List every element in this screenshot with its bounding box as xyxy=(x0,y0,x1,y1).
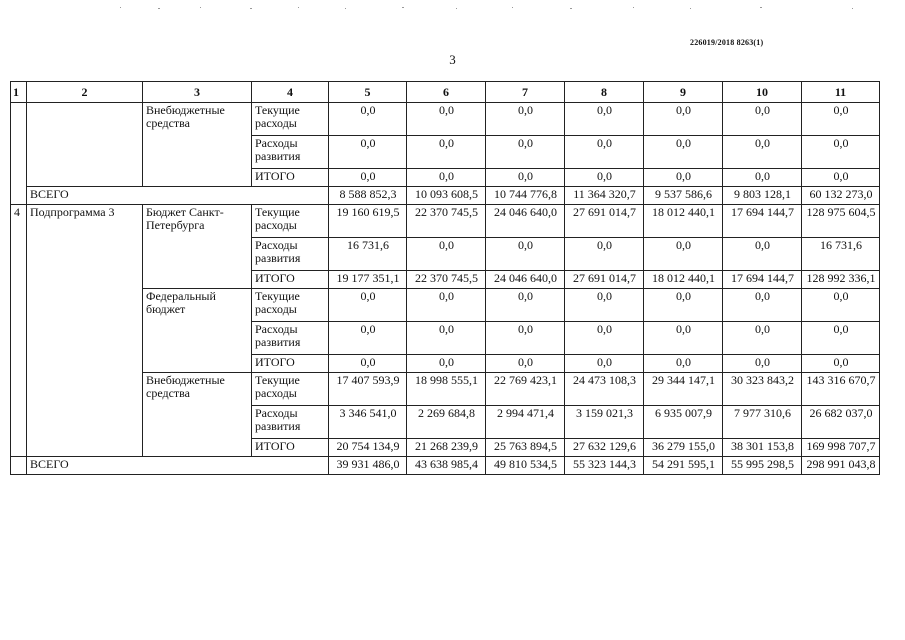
cell: 0,0 xyxy=(329,103,407,136)
cell: 16 731,6 xyxy=(802,238,880,271)
cell: 0,0 xyxy=(407,355,486,373)
cell: 3 346 541,0 xyxy=(329,406,407,439)
col-header: 3 xyxy=(143,82,252,103)
cell: 0,0 xyxy=(486,289,565,322)
cell: 0,0 xyxy=(565,238,644,271)
cell: 0,0 xyxy=(407,238,486,271)
cell: 27 632 129,6 xyxy=(565,439,644,457)
col-header: 10 xyxy=(723,82,802,103)
cell: 0,0 xyxy=(723,355,802,373)
cell: 18 012 440,1 xyxy=(644,205,723,238)
type-current: Текущие расходы xyxy=(252,205,329,238)
budget-table xyxy=(10,81,880,475)
cell: 30 323 843,2 xyxy=(723,373,802,406)
cell: 9 537 586,6 xyxy=(644,187,723,205)
cell: 0,0 xyxy=(802,136,880,169)
cell: 169 998 707,7 xyxy=(802,439,880,457)
cell: 0,0 xyxy=(723,169,802,187)
cell: 16 731,6 xyxy=(329,238,407,271)
cell: 0,0 xyxy=(723,238,802,271)
cell: 38 301 153,8 xyxy=(723,439,802,457)
type-development: Расходы развития xyxy=(252,136,329,169)
cell: 19 177 351,1 xyxy=(329,271,407,289)
cell: 60 132 273,0 xyxy=(802,187,880,205)
cell: 18 998 555,1 xyxy=(407,373,486,406)
cell: 22 769 423,1 xyxy=(486,373,565,406)
cell: 29 344 147,1 xyxy=(644,373,723,406)
cell: 10 093 608,5 xyxy=(407,187,486,205)
cell: 0,0 xyxy=(644,169,723,187)
cell: 9 803 128,1 xyxy=(723,187,802,205)
cell: 24 046 640,0 xyxy=(486,205,565,238)
cell: 0,0 xyxy=(329,136,407,169)
cell: 0,0 xyxy=(329,355,407,373)
cell: 22 370 745,5 xyxy=(407,271,486,289)
cell: 43 638 985,4 xyxy=(407,457,486,475)
cell: 0,0 xyxy=(407,322,486,355)
type-current: Текущие расходы xyxy=(252,103,329,136)
cell: 0,0 xyxy=(644,136,723,169)
cell: 0,0 xyxy=(802,103,880,136)
cell: 2 269 684,8 xyxy=(407,406,486,439)
cell: 55 995 298,5 xyxy=(723,457,802,475)
cell: 0,0 xyxy=(486,136,565,169)
document-number: 226019/2018 8263(1) xyxy=(690,38,764,47)
page-number: 3 xyxy=(449,52,456,67)
cell: 0,0 xyxy=(802,322,880,355)
cell: 17 407 593,9 xyxy=(329,373,407,406)
cell: 0,0 xyxy=(565,289,644,322)
col-header: 11 xyxy=(802,82,880,103)
cell: 0,0 xyxy=(407,136,486,169)
col-header: 9 xyxy=(644,82,723,103)
col-header: 7 xyxy=(486,82,565,103)
cell: 27 691 014,7 xyxy=(565,205,644,238)
cell: 0,0 xyxy=(486,103,565,136)
cell: 0,0 xyxy=(802,289,880,322)
cell: 0,0 xyxy=(723,136,802,169)
cell: 0,0 xyxy=(723,103,802,136)
cell: 7 977 310,6 xyxy=(723,406,802,439)
table-row xyxy=(11,205,880,238)
cell: 17 694 144,7 xyxy=(723,271,802,289)
cell: 0,0 xyxy=(486,322,565,355)
cell: 128 975 604,5 xyxy=(802,205,880,238)
type-itogo: ИТОГО xyxy=(252,169,329,187)
cell: 10 744 776,8 xyxy=(486,187,565,205)
total-label: ВСЕГО xyxy=(27,187,329,205)
table-row xyxy=(11,103,880,136)
cell: 0,0 xyxy=(644,322,723,355)
type-development: Расходы развития xyxy=(252,322,329,355)
cell: 0,0 xyxy=(486,355,565,373)
cell: 55 323 144,3 xyxy=(565,457,644,475)
subprogram-name: Подпрограмма 3 xyxy=(27,205,143,457)
cell: 11 364 320,7 xyxy=(565,187,644,205)
cell: 27 691 014,7 xyxy=(565,271,644,289)
cell: 0,0 xyxy=(565,322,644,355)
cell: 0,0 xyxy=(802,169,880,187)
cell: 0,0 xyxy=(486,169,565,187)
table-row xyxy=(11,457,880,475)
cell: 0,0 xyxy=(565,355,644,373)
type-itogo: ИТОГО xyxy=(252,355,329,373)
col-header: 6 xyxy=(407,82,486,103)
cell: 3 159 021,3 xyxy=(565,406,644,439)
col-header: 2 xyxy=(27,82,143,103)
scan-noise xyxy=(0,4,905,12)
cell: 8 588 852,3 xyxy=(329,187,407,205)
cell: 54 291 595,1 xyxy=(644,457,723,475)
type-current: Текущие расходы xyxy=(252,289,329,322)
cell: 0,0 xyxy=(644,238,723,271)
cell: 0,0 xyxy=(644,103,723,136)
cell: 0,0 xyxy=(565,136,644,169)
cell: 36 279 155,0 xyxy=(644,439,723,457)
cell: 25 763 894,5 xyxy=(486,439,565,457)
cell: 0,0 xyxy=(407,103,486,136)
cell: 0,0 xyxy=(486,238,565,271)
cell: 0,0 xyxy=(565,169,644,187)
cell: 6 935 007,9 xyxy=(644,406,723,439)
cell: 0,0 xyxy=(565,103,644,136)
cell: 0,0 xyxy=(723,289,802,322)
cell: 298 991 043,8 xyxy=(802,457,880,475)
cell: 0,0 xyxy=(407,169,486,187)
type-development: Расходы развития xyxy=(252,406,329,439)
cell: 0,0 xyxy=(407,289,486,322)
cell: 0,0 xyxy=(644,289,723,322)
cell: 26 682 037,0 xyxy=(802,406,880,439)
cell: 19 160 619,5 xyxy=(329,205,407,238)
table-row xyxy=(11,187,880,205)
header-row xyxy=(11,82,880,103)
type-development: Расходы развития xyxy=(252,238,329,271)
cell: 128 992 336,1 xyxy=(802,271,880,289)
total-label: ВСЕГО xyxy=(27,457,329,475)
type-itogo: ИТОГО xyxy=(252,271,329,289)
cell: 0,0 xyxy=(723,322,802,355)
source-federal: Федеральный бюджет xyxy=(143,289,252,373)
cell: 0,0 xyxy=(329,322,407,355)
cell: 0,0 xyxy=(802,355,880,373)
cell: 0,0 xyxy=(644,355,723,373)
col-header: 5 xyxy=(329,82,407,103)
cell: 0,0 xyxy=(329,289,407,322)
type-itogo: ИТОГО xyxy=(252,439,329,457)
source-offbudget: Внебюджетные средства xyxy=(143,373,252,457)
col-header: 1 xyxy=(11,82,27,103)
cell: 49 810 534,5 xyxy=(486,457,565,475)
cell: 20 754 134,9 xyxy=(329,439,407,457)
cell: 2 994 471,4 xyxy=(486,406,565,439)
cell: 21 268 239,9 xyxy=(407,439,486,457)
cell: 22 370 745,5 xyxy=(407,205,486,238)
row-number: 4 xyxy=(11,205,27,457)
cell: 143 316 670,7 xyxy=(802,373,880,406)
cell: 24 046 640,0 xyxy=(486,271,565,289)
cell: 17 694 144,7 xyxy=(723,205,802,238)
source-offbudget: Внебюджетные средства xyxy=(143,103,252,187)
cell: 18 012 440,1 xyxy=(644,271,723,289)
col-header: 8 xyxy=(565,82,644,103)
cell: 0,0 xyxy=(329,169,407,187)
cell: 24 473 108,3 xyxy=(565,373,644,406)
col-header: 4 xyxy=(252,82,329,103)
source-spb-budget: Бюджет Санкт-Петербурга xyxy=(143,205,252,289)
type-current: Текущие расходы xyxy=(252,373,329,406)
cell: 39 931 486,0 xyxy=(329,457,407,475)
